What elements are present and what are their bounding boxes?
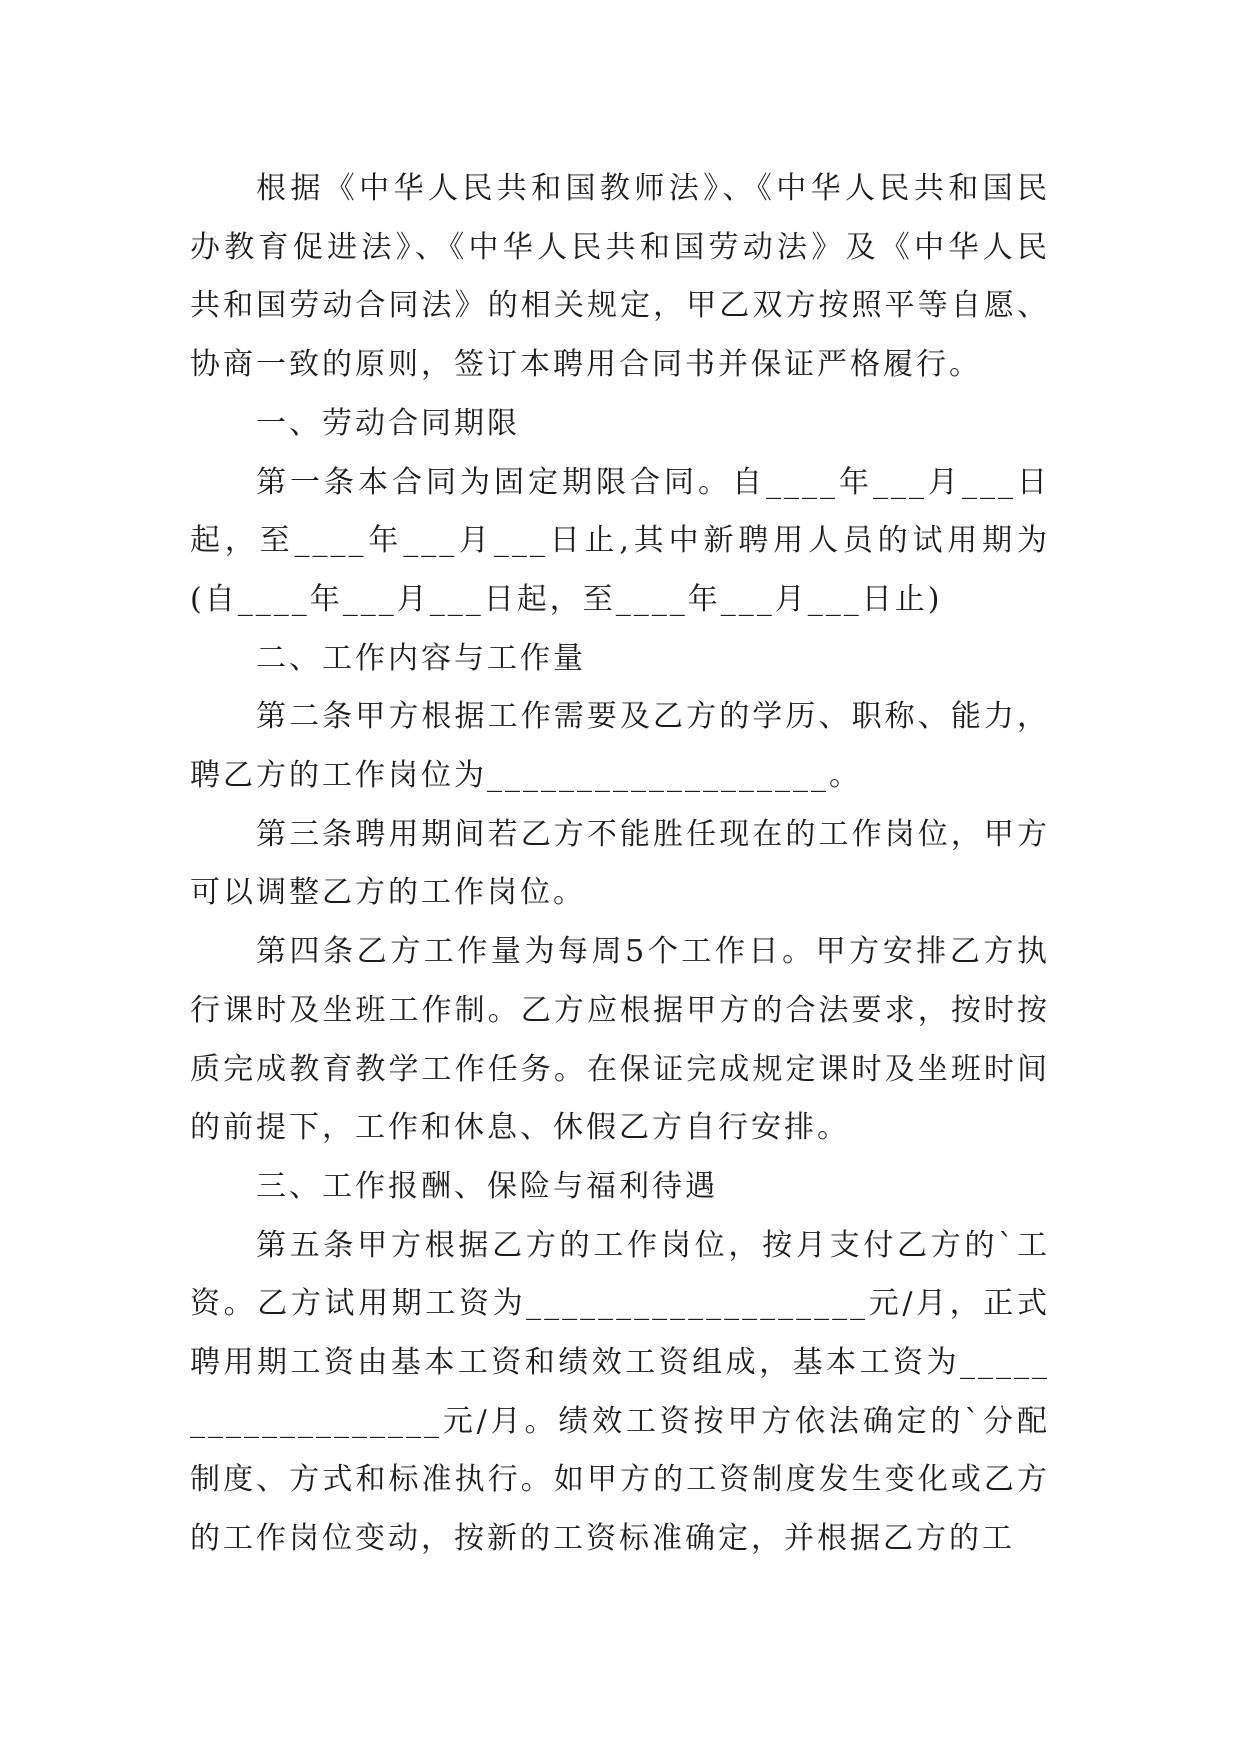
section-heading-contract-term: 一、劳动合同期限 <box>256 405 520 441</box>
article-4: 第四条乙方工作量为每周5个工作日。甲方安排乙方执行课时及坐班工作制。乙方应根据甲方的合法要求，按时按质完成教育教学工作任务。在保证完成规定课时及坐班时间的前提下，工作和休息、休假乙方自行安排。 <box>190 934 1050 1146</box>
section-heading-work-content: 二、工作内容与工作量 <box>256 640 586 676</box>
article-5: 第五条甲方根据乙方的工作岗位，按月支付乙方的`工资。乙方试用期工资为___________________元/月，正式聘用期工资由基本工资和绩效工资组成，基本工资为___________________元/月。绩效工资按甲方依法确定的`分配制度、方式和标准执行。如甲方的工资制度发生变化或乙方的工作岗位变动，按新的工资标准确定，并根据乙方的工 <box>190 1227 1050 1557</box>
article-1: 第一条本合同为固定期限合同。自____年___月___日起，至____年___月___日止,其中新聘用人员的试用期为(自____年___月___日起，至____年___月___日止) <box>190 464 1050 617</box>
section-heading-compensation: 三、工作报酬、保险与福利待遇 <box>256 1168 718 1204</box>
document-body <box>190 160 1050 1569</box>
paragraph-preamble: 根据《中华人民共和国教师法》、《中华人民共和国民办教育促进法》、《中华人民共和国劳动法》及《中华人民共和国劳动合同法》的相关规定，甲乙双方按照平等自愿、协商一致的原则，签订本聘用合同书并保证严格履行。 <box>190 171 1050 383</box>
article-3: 第三条聘用期间若乙方不能胜任现在的工作岗位，甲方可以调整乙方的工作岗位。 <box>190 816 1050 911</box>
article-2: 第二条甲方根据工作需要及乙方的学历、职称、能力，聘乙方的工作岗位为___________________。 <box>190 699 1050 794</box>
